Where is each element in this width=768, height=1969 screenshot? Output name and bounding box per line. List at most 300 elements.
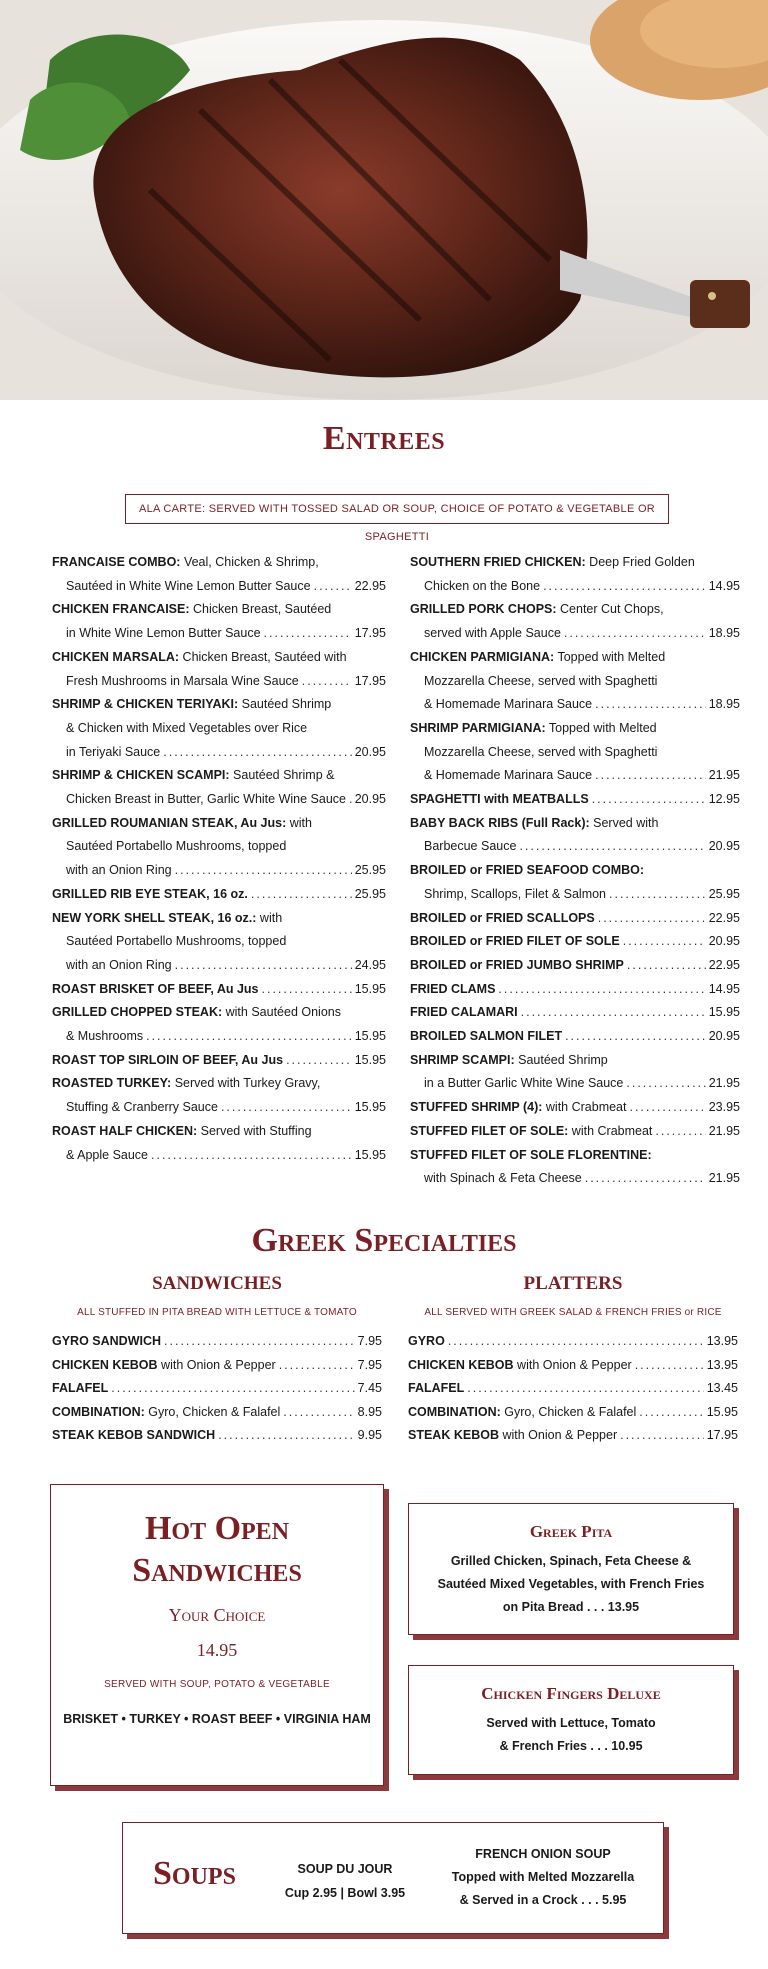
menu-item-description: Gyro, Chicken & Falafel (500, 1404, 637, 1419)
menu-item-description: with Crabmeat (542, 1100, 627, 1115)
menu-item-first-line (410, 788, 740, 812)
menu-item-price: 23.95 (708, 1100, 740, 1115)
menu-item-price: 20.95 (354, 744, 386, 759)
menu-item-name: SHRIMP & CHICKEN SCAMPI: (52, 768, 230, 783)
menu-item-name: ROASTED TURKEY: (52, 1076, 172, 1091)
leader-dots (262, 978, 352, 1002)
menu-item-detail-line (410, 835, 740, 859)
menu-item (410, 1144, 740, 1191)
menu-item-description: Veal, Chicken & Shrimp, (180, 555, 319, 569)
menu-item-name-line (410, 907, 595, 931)
menu-item-detail-line (52, 930, 386, 954)
menu-item-name-line (52, 1354, 276, 1378)
menu-item-name: BROILED or FRIED SCALLOPS (410, 910, 595, 925)
menu-item-description: Chicken Breast, Sautéed (189, 602, 332, 617)
menu-item (408, 1424, 738, 1448)
menu-item-name: STEAK KEBOB SANDWICH (52, 1428, 216, 1442)
entrees-left-column (52, 551, 386, 1167)
menu-item-first-line (410, 717, 740, 741)
menu-item-name-line (52, 907, 282, 931)
menu-item-name-line (52, 1001, 341, 1025)
menu-item (410, 859, 740, 906)
menu-item-name-line (52, 1424, 215, 1448)
menu-item-name-line (52, 1120, 312, 1144)
menu-item-description: Stuffing & Cranberry Sauce (66, 1100, 218, 1115)
menu-item-description: Sautéed in White Wine Lemon Butter Sauce (66, 578, 311, 593)
menu-item-name-line (52, 1330, 161, 1354)
menu-item-description: Served with Stuffing (197, 1123, 312, 1138)
menu-item-detail-line (410, 1167, 740, 1191)
menu-item (52, 1330, 382, 1354)
menu-item-name: SOUTHERN FRIED CHICKEN: (410, 555, 586, 569)
leader-dots (264, 622, 352, 646)
menu-item-price: 7.95 (357, 1357, 382, 1372)
menu-item-description: served with Apple Sauce (424, 626, 561, 641)
menu-item-description: in Teriyaki Sauce (66, 744, 161, 759)
menu-item-name: FRANCAISE COMBO: (52, 555, 181, 569)
menu-item-first-line (410, 1144, 740, 1168)
menu-item (408, 1354, 738, 1378)
menu-item (52, 907, 386, 978)
menu-item-price: 21.95 (708, 1171, 740, 1186)
leader-dots (111, 1377, 354, 1401)
menu-item-name-line (52, 1377, 108, 1401)
menu-item-first-line (52, 1049, 386, 1073)
leader-dots (655, 1120, 705, 1144)
menu-item (410, 551, 740, 598)
menu-item (410, 717, 740, 788)
menu-item-description: Sautéed Shrimp (514, 1052, 608, 1067)
hot-open-note: SERVED WITH SOUP, POTATO & VEGETABLE (104, 1679, 330, 1690)
chicken-fingers-box (408, 1665, 734, 1775)
menu-item-name: ROAST TOP SIRLOIN OF BEEF, Au Jus (52, 1052, 284, 1067)
menu-item-detail-line (52, 1144, 386, 1168)
menu-item-price: 18.95 (708, 626, 740, 641)
leader-dots (314, 575, 352, 599)
menu-item-first-line (52, 907, 386, 931)
menu-item-first-line (410, 551, 740, 575)
menu-item-name: FALAFEL (408, 1381, 465, 1395)
menu-item-name-line (410, 812, 658, 836)
greek-pita-box (408, 1503, 734, 1635)
chicken-fingers-title: Chicken Fingers Deluxe (481, 1684, 661, 1703)
menu-item-detail-line (52, 1096, 386, 1120)
hot-open-title-1: Hot Open (144, 1510, 290, 1547)
menu-item-description: with Onion & Pepper (157, 1357, 276, 1372)
leader-dots (627, 954, 706, 978)
menu-item-price: 13.95 (706, 1334, 738, 1348)
menu-item-description: & Homemade Marinara Sauce (424, 768, 593, 783)
menu-item-name-line (410, 978, 495, 1002)
menu-item-price: 12.95 (708, 792, 740, 807)
menu-item (410, 788, 740, 812)
menu-item-price: 17.95 (354, 626, 386, 641)
menu-item-description: with an Onion Ring (66, 863, 172, 878)
menu-item (52, 1072, 386, 1119)
menu-item-description: with Crabmeat (568, 1123, 653, 1138)
menu-item-name: CHICKEN MARSALA: (52, 649, 180, 664)
menu-item-name: SHRIMP PARMIGIANA: (410, 720, 546, 735)
leader-dots (519, 835, 705, 859)
sandwiches-title: SANDWICHES (152, 1273, 282, 1294)
menu-item-name: ROAST BRISKET OF BEEF, Au Jus (52, 981, 259, 996)
menu-item-description: Gyro, Chicken & Falafel (144, 1404, 281, 1419)
menu-item-description: Served with (589, 815, 659, 830)
menu-item-name-line (52, 646, 347, 670)
menu-item-first-line (52, 812, 386, 836)
menu-item-name: FRIED CLAMS (410, 981, 496, 996)
menu-item-price: 15.95 (354, 981, 386, 996)
menu-item-detail-line (52, 1025, 386, 1049)
menu-item-description: Chicken Breast, Sautéed with (179, 649, 347, 664)
leader-dots (175, 859, 352, 883)
menu-item-description: Sautéed Portabello Mushrooms, topped (66, 934, 287, 949)
menu-item (410, 954, 740, 978)
leader-dots (302, 670, 352, 694)
menu-item-name: GRILLED RIB EYE STEAK, 16 oz. (52, 886, 248, 901)
menu-item (410, 930, 740, 954)
menu-item-description: with (256, 910, 283, 925)
menu-item-name: FRIED CALAMARI (410, 1005, 518, 1020)
menu-item-price: 22.95 (708, 957, 740, 972)
menu-item (408, 1330, 738, 1354)
menu-item-price: 20.95 (708, 1029, 740, 1044)
leader-dots (626, 1072, 705, 1096)
menu-item-description: Topped with Melted (545, 720, 657, 735)
menu-item-detail-line (410, 883, 740, 907)
french-onion-line-2: & Served in a Crock . . . 5.95 (459, 1893, 627, 1907)
menu-item-price: 14.95 (708, 981, 740, 996)
menu-item-name: CHICKEN KEBOB (408, 1357, 514, 1372)
menu-item-price: 15.95 (354, 1029, 386, 1044)
menu-item-name-line (410, 1120, 652, 1144)
menu-item (410, 646, 740, 717)
menu-item (52, 978, 386, 1002)
menu-item-price: 9.95 (357, 1428, 382, 1442)
menu-item-description: Mozzarella Cheese, served with Spaghetti (424, 673, 658, 688)
menu-item-name-line (52, 978, 259, 1002)
menu-item-name: FALAFEL (52, 1381, 109, 1395)
menu-item-price: 15.95 (706, 1404, 738, 1419)
menu-item (52, 812, 386, 883)
menu-item-description: Sautéed Portabello Mushrooms, topped (66, 839, 287, 854)
menu-item-name-line (408, 1377, 464, 1401)
leader-dots (635, 1354, 704, 1378)
menu-item (410, 1025, 740, 1049)
menu-item-price: 14.95 (708, 578, 740, 593)
menu-item (410, 598, 740, 645)
menu-item-first-line (410, 978, 740, 1002)
menu-item-name-line (52, 1401, 280, 1425)
menu-item-name-line (410, 1096, 626, 1120)
soups-box (122, 1822, 664, 1934)
menu-item-description: Chicken Breast in Butter, Garlic White Wine Sauce (66, 792, 346, 807)
menu-item-name: COMBINATION: (52, 1404, 145, 1419)
greek-specialties-title: Greek Specialties (251, 1222, 517, 1259)
menu-item (52, 693, 386, 764)
menu-item (52, 551, 386, 598)
hot-open-price: 14.95 (196, 1640, 238, 1660)
menu-item-first-line (410, 954, 740, 978)
menu-item-name: SHRIMP & CHICKEN TERIYAKI: (52, 697, 239, 712)
menu-item-first-line (52, 978, 386, 1002)
menu-item-name-line (408, 1330, 445, 1354)
menu-item-price: 8.95 (357, 1404, 382, 1419)
menu-item (410, 1049, 740, 1096)
greek-pita-line-1: Grilled Chicken, Spinach, Feta Cheese & (450, 1554, 692, 1568)
leader-dots (251, 883, 352, 907)
menu-item-first-line (410, 598, 740, 622)
leader-dots (623, 930, 706, 954)
menu-item-name: BROILED SALMON FILET (410, 1029, 563, 1044)
menu-item-name-line (52, 1049, 283, 1073)
menu-item-description: Served with Turkey Gravy, (171, 1076, 321, 1091)
menu-item-description: Barbecue Sauce (424, 839, 517, 854)
menu-item-name: SHRIMP SCAMPI: (410, 1052, 515, 1067)
leader-dots (595, 764, 706, 788)
menu-item-price: 22.95 (708, 910, 740, 925)
menu-item-name-line (52, 551, 319, 575)
leader-dots (609, 883, 706, 907)
menu-item-name-line (410, 930, 620, 954)
leader-dots (620, 1424, 704, 1448)
menu-item (52, 646, 386, 693)
menu-item-detail-line (52, 670, 386, 694)
menu-item-name-line (410, 1025, 562, 1049)
menu-item-first-line (52, 764, 386, 788)
soups-title: Soups (153, 1855, 236, 1892)
menu-item-name-line (410, 1144, 652, 1168)
leader-dots (521, 1001, 706, 1025)
menu-item (52, 1401, 382, 1425)
menu-item-description: with an Onion Ring (66, 957, 172, 972)
menu-item-first-line (410, 812, 740, 836)
menu-item-name: CHICKEN FRANCAISE: (52, 602, 190, 617)
menu-item-price: 7.95 (357, 1334, 382, 1348)
menu-item-name-line (410, 717, 657, 741)
menu-item (52, 1377, 382, 1401)
menu-item-first-line (410, 1001, 740, 1025)
menu-item-name-line (52, 1072, 320, 1096)
steak-illustration (0, 0, 768, 400)
greek-pita-line-3: on Pita Bread . . . 13.95 (502, 1600, 640, 1614)
menu-item (408, 1377, 738, 1401)
menu-item-name-line (52, 883, 248, 907)
menu-item-price: 15.95 (354, 1052, 386, 1067)
menu-item-price: 20.95 (708, 839, 740, 854)
menu-item-first-line (52, 598, 386, 622)
soup-du-jour-title: SOUP DU JOUR (297, 1862, 393, 1876)
menu-item-description: with Onion & Pepper (498, 1428, 618, 1442)
menu-item (52, 1120, 386, 1167)
menu-item-name-line (52, 598, 331, 622)
menu-item-first-line (52, 1001, 386, 1025)
menu-item-name: STUFFED FILET OF SOLE: (410, 1123, 569, 1138)
soup-du-jour-price: Cup 2.95 | Bowl 3.95 (284, 1886, 406, 1900)
leader-dots (448, 1330, 704, 1354)
menu-item-name: GRILLED PORK CHOPS: (410, 602, 557, 617)
menu-item-first-line (410, 1049, 740, 1073)
menu-item-price: 20.95 (708, 934, 740, 949)
leader-dots (218, 1424, 354, 1448)
leader-dots (498, 978, 705, 1002)
menu-item (52, 1049, 386, 1073)
menu-item-name-line (52, 693, 331, 717)
menu-item-price: 15.95 (708, 1005, 740, 1020)
menu-item-first-line (410, 1096, 740, 1120)
menu-item-description: Deep Fried Golden (585, 555, 695, 569)
chicken-fingers-line-2: & French Fries . . . 10.95 (499, 1739, 643, 1753)
menu-item-description: & Apple Sauce (66, 1147, 149, 1162)
chicken-fingers-line-1: Served with Lettuce, Tomato (486, 1716, 656, 1730)
menu-item-detail-line (52, 741, 386, 765)
menu-item-detail-line (410, 622, 740, 646)
menu-item-detail-line (410, 670, 740, 694)
menu-item-detail-line (410, 575, 740, 599)
menu-item-description: Shrimp, Scallops, Filet & Salmon (424, 886, 607, 901)
sandwiches-note: ALL STUFFED IN PITA BREAD WITH LETTUCE & TOMATO (77, 1307, 357, 1318)
menu-item-description: Topped with Melted (554, 649, 666, 664)
entrees-title: Entrees (322, 420, 446, 457)
menu-item-name-line (410, 1001, 518, 1025)
menu-item-price: 20.95 (354, 792, 386, 807)
menu-item-name-line (52, 764, 334, 788)
menu-item-description: in White Wine Lemon Butter Sauce (66, 626, 261, 641)
menu-item-price: 15.95 (354, 1147, 386, 1162)
menu-item-name-line (410, 788, 589, 812)
leader-dots (598, 907, 706, 931)
menu-item-first-line (410, 1120, 740, 1144)
menu-item-name-line (410, 1049, 608, 1073)
platters-note: ALL SERVED WITH GREEK SALAD & FRENCH FRIES or RICE (424, 1307, 722, 1318)
menu-item-name: BROILED or FRIED SEAFOOD COMBO: (410, 863, 645, 878)
menu-item-name: SPAGHETTI with MEATBALLS (410, 792, 589, 807)
menu-item-detail-line (52, 788, 386, 812)
platters-list (408, 1330, 738, 1448)
menu-item (410, 1001, 740, 1025)
leader-dots (286, 1049, 352, 1073)
menu-item-name: STUFFED FILET OF SOLE FLORENTINE: (410, 1147, 652, 1162)
menu-item-name: STUFFED SHRIMP (4): (410, 1100, 543, 1115)
menu-item-first-line (52, 1072, 386, 1096)
menu-item-description: Fresh Mushrooms in Marsala Wine Sauce (66, 673, 299, 688)
menu-item (408, 1401, 738, 1425)
menu-item-name-line (408, 1401, 636, 1425)
menu-item-name: GYRO (408, 1334, 445, 1348)
entrees-right-column (410, 551, 740, 1191)
menu-item-first-line (52, 1120, 386, 1144)
menu-item-detail-line (410, 764, 740, 788)
menu-item-description: with Onion & Pepper (513, 1357, 632, 1372)
menu-item (410, 1096, 740, 1120)
menu-item-price: 25.95 (708, 886, 740, 901)
menu-item-name-line (410, 646, 665, 670)
menu-item (52, 1424, 382, 1448)
greek-pita-title: Greek Pita (529, 1522, 613, 1541)
menu-item-price: 13.45 (706, 1381, 738, 1395)
menu-item-detail-line (52, 859, 386, 883)
menu-item-description: in a Butter Garlic White Wine Sauce (424, 1076, 624, 1091)
menu-item-price: 21.95 (708, 1123, 740, 1138)
menu-item (52, 764, 386, 811)
menu-item-name-line (410, 859, 644, 883)
menu-item-first-line (410, 859, 740, 883)
menu-item-name: COMBINATION: (408, 1404, 501, 1419)
menu-item-name-line (408, 1354, 632, 1378)
menu-item-first-line (410, 1025, 740, 1049)
menu-item-description: Mozzarella Cheese, served with Spaghetti (424, 744, 658, 759)
menu-item-description: Sautéed Shrimp (238, 697, 332, 712)
menu-item-first-line (52, 883, 386, 907)
leader-dots (279, 1354, 355, 1378)
menu-item-first-line (52, 693, 386, 717)
menu-item-price: 15.95 (354, 1100, 386, 1115)
leader-dots (585, 1167, 706, 1191)
menu-item-name: CHICKEN KEBOB (52, 1357, 158, 1372)
menu-item-detail-line (52, 575, 386, 599)
menu-item-name: ROAST HALF CHICKEN: (52, 1123, 198, 1138)
menu-item-description: & Mushrooms (66, 1029, 144, 1044)
menu-item-price: 21.95 (708, 1076, 740, 1091)
menu-item-name-line (410, 598, 664, 622)
menu-item-name-line (408, 1424, 617, 1448)
leader-dots (629, 1096, 705, 1120)
menu-item-price: 24.95 (354, 957, 386, 972)
menu-item-description: & Homemade Marinara Sauce (424, 697, 593, 712)
leader-dots (639, 1401, 703, 1425)
menu-item-price: 22.95 (354, 578, 386, 593)
leader-dots (565, 1025, 706, 1049)
menu-item-detail-line (410, 693, 740, 717)
leader-dots (349, 788, 352, 812)
menu-item-price: 21.95 (708, 768, 740, 783)
leader-dots (564, 622, 706, 646)
hot-open-sandwiches-box (50, 1484, 384, 1786)
menu-item-name-line (410, 551, 695, 575)
menu-item-name: BROILED or FRIED JUMBO SHRIMP (410, 957, 624, 972)
your-choice-label: Your Choice (168, 1605, 266, 1625)
sandwiches-list (52, 1330, 382, 1448)
leader-dots (151, 1144, 352, 1168)
menu-item-detail-line (410, 741, 740, 765)
french-onion-line-1: Topped with Melted Mozzarella (451, 1870, 635, 1884)
leader-dots (592, 788, 706, 812)
menu-item (52, 1001, 386, 1048)
menu-item-description: Sautéed Shrimp & (229, 768, 335, 783)
menu-item (410, 1120, 740, 1144)
menu-item-name: STEAK KEBOB (408, 1428, 499, 1442)
menu-item-price: 17.95 (706, 1428, 738, 1442)
menu-item-name-line (410, 954, 624, 978)
menu-item-first-line (52, 646, 386, 670)
menu-item-name: BROILED or FRIED FILET OF SOLE (410, 934, 620, 949)
menu-item-description: & Chicken with Mixed Vegetables over Rice (66, 720, 308, 735)
menu-item-detail-line (52, 835, 386, 859)
leader-dots (595, 693, 706, 717)
greek-pita-line-2: Sautéed Mixed Vegetables, with French Fries (437, 1577, 705, 1591)
menu-item-detail-line (410, 1072, 740, 1096)
menu-item-price: 25.95 (354, 863, 386, 878)
menu-item-description: with (286, 815, 312, 830)
leader-dots (543, 575, 706, 599)
steak-photo (0, 0, 768, 400)
menu-item-name: GRILLED CHOPPED STEAK: (52, 1005, 223, 1020)
leader-dots (283, 1401, 354, 1425)
menu-item-price: 18.95 (708, 697, 740, 712)
menu-item-description: with Sautéed Onions (222, 1005, 341, 1020)
menu-item-first-line (410, 930, 740, 954)
menu-item-name: BABY BACK RIBS (Full Rack): (410, 815, 590, 830)
